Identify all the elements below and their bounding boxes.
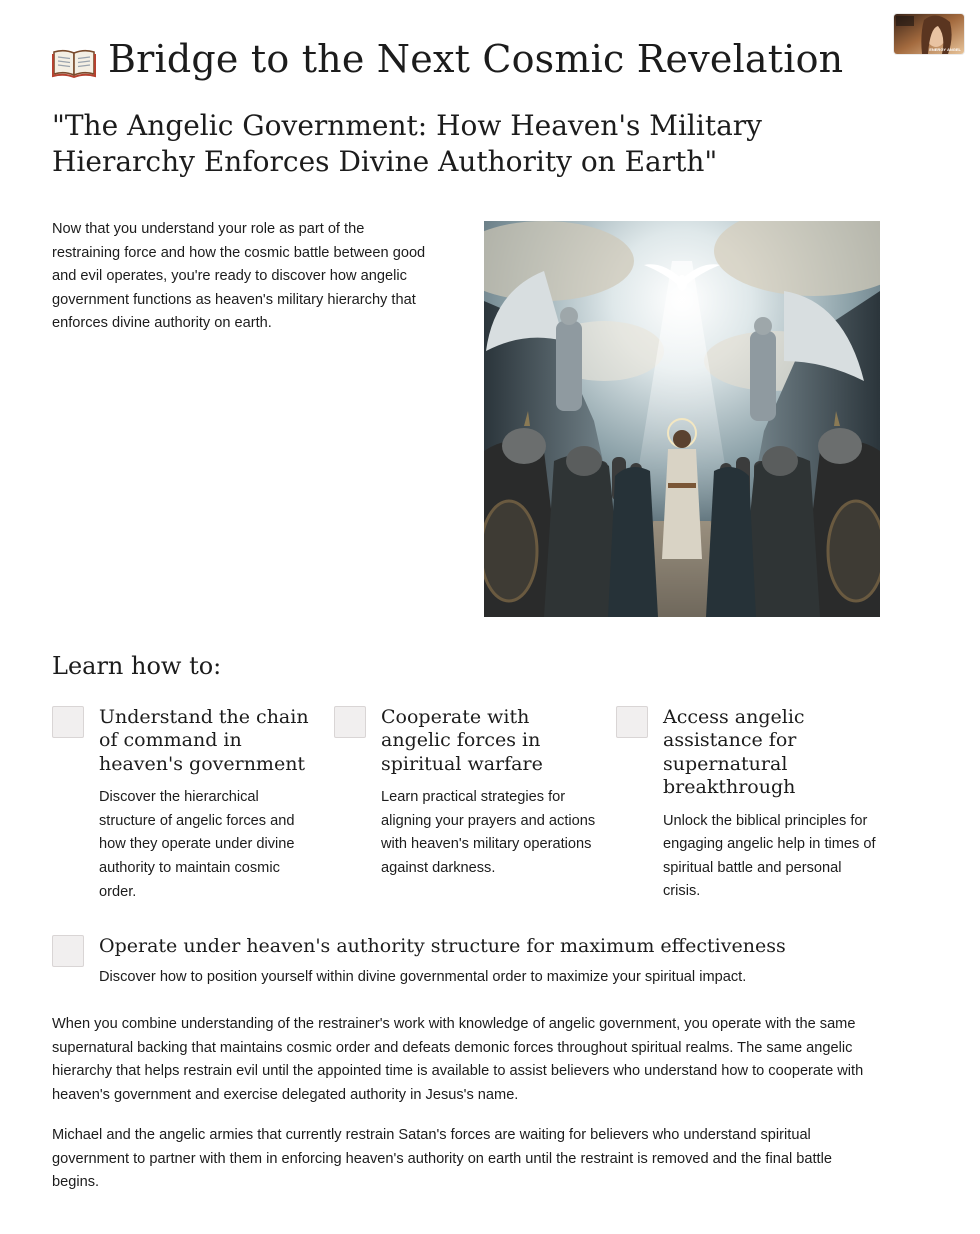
- learn-heading: Learn how to:: [52, 652, 222, 680]
- learn-item-description: Learn practical strategies for aligning your prayers and actions with heaven's military operations against darkness.: [381, 789, 596, 876]
- open-book-icon: [52, 44, 96, 76]
- learn-item-title: Operate under heaven's authority structure for maximum effectiveness: [99, 935, 786, 957]
- learn-item-description: Discover the hierarchical structure of angelic forces and how they operate under divine authority to maintain cosmic order.: [99, 789, 295, 900]
- learn-item: [334, 706, 596, 881]
- checkbox[interactable]: [52, 935, 84, 967]
- body-paragraph: When you combine understanding of the restrainer's work with knowledge of angelic government, you operate with the same supernatural backing that maintains cosmic order and defeats demonic forces throughout spiritual realms. The same angelic hierarchy that helps restrain evil until the appointed time is available to assist believers who understand how to cooperate with heaven's government and exercise delegated authority in Jesus's name.: [52, 1016, 864, 1103]
- thumbnail-label: ENERGY ANGEL: [929, 47, 961, 52]
- page-subtitle: "The Angelic Government: How Heaven's Military Hierarchy Enforces Divine Authority on Earth": [52, 109, 762, 179]
- body-paragraph: Michael and the angelic armies that currently restrain Satan's forces are waiting for believers who understand spiritual government to partner with them in enforcing heaven's authority on earth until the restraint is removed and the final battle begins.: [52, 1127, 832, 1191]
- learn-item: [52, 706, 309, 904]
- learn-item: [52, 935, 912, 990]
- learn-item-description: Discover how to position yourself within divine governmental order to maximize your spiritual impact.: [99, 969, 747, 986]
- checkbox[interactable]: [52, 706, 84, 738]
- learn-item-description: Unlock the biblical principles for engaging angelic help in times of spiritual battle and personal crisis.: [663, 812, 876, 900]
- author-thumbnail[interactable]: [894, 14, 964, 54]
- learn-item-title: Access angelic assistance for supernatural breakthrough: [663, 706, 805, 799]
- learn-item-title: Cooperate with angelic forces in spiritual warfare: [381, 706, 543, 775]
- page-title: [52, 38, 843, 82]
- checkbox[interactable]: [616, 706, 648, 738]
- intro-paragraph: Now that you understand your role as part of the restraining force and how the cosmic battle between good and evil operates, you're ready to discover how angelic government functions as heaven's military hierarchy that enforces divine authority on earth.: [52, 221, 426, 332]
- hero-illustration: [484, 221, 880, 617]
- page-title-text: Bridge to the Next Cosmic Revelation: [108, 37, 844, 81]
- learn-item-title: Understand the chain of command in heaven's government: [99, 706, 309, 775]
- learn-item: [616, 706, 876, 904]
- checkbox[interactable]: [334, 706, 366, 738]
